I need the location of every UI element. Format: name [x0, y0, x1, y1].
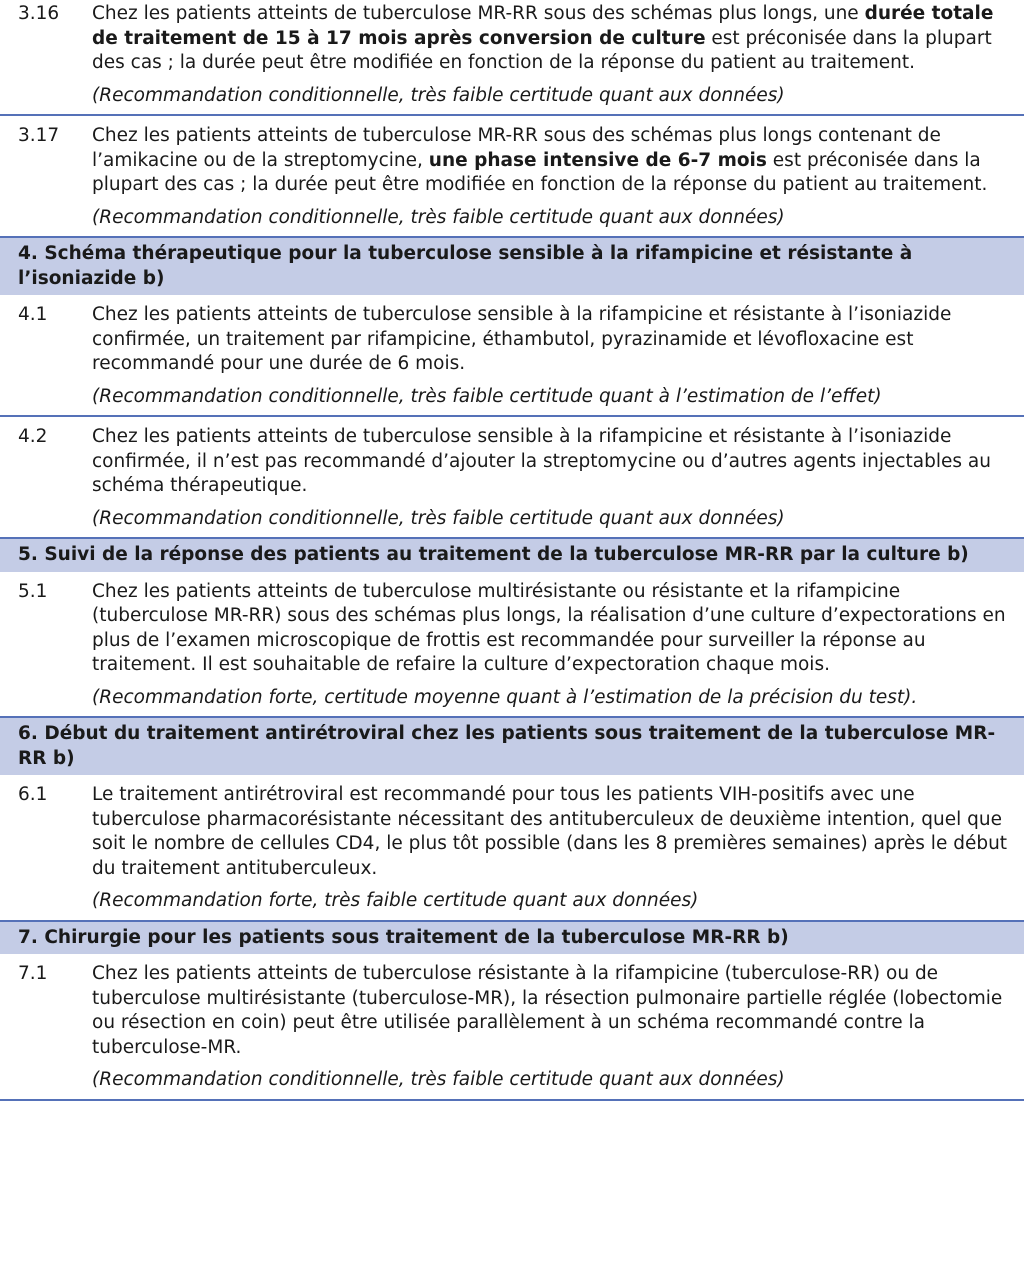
recommendation-row [0, 0, 1024, 116]
recommendation-strength: (Recommandation conditionnelle, très faible certitude quant aux données) [92, 507, 785, 529]
recommendation-number: 7.1 [18, 963, 48, 984]
recommendation-number: 3.17 [18, 125, 60, 146]
recommendation-row [0, 417, 1024, 539]
recommendation-row [0, 116, 1024, 238]
recommendation-strength: (Recommandation conditionnelle, très faible certitude quant aux données) [92, 84, 785, 106]
recommendation-text [92, 303, 1010, 377]
recommendation-number: 3.16 [18, 3, 60, 24]
recommendation-text-part: Chez les patients atteints de tuberculose sensible à la rifampicine et résistante à l’isoniazide confirmée, un traitement par rifampicine, éthambutol, pyrazinamide et lévofloxacine est recommandé pour une durée de 6 mois. [92, 304, 952, 374]
recommendation-text-part: est préconisée dans la plupart des cas ; la durée peut être modifiée en fonction de la réponse du patient au traitement. [92, 27, 992, 73]
section-heading: 6. Début du traitement antirétroviral chez les patients sous traitement de la tuberculose MR-RR b) [0, 718, 1024, 775]
recommendation-text [92, 124, 1010, 198]
recommendation-text [92, 580, 1010, 678]
recommendation-text [92, 2, 1010, 76]
recommendation-text-part: est préconisée dans la plupart des cas ; la durée peut être modifiée en fonction de la réponse du patient au traitement. [92, 149, 988, 195]
recommendation-text [92, 425, 1010, 499]
section-heading: 4. Schéma thérapeutique pour la tuberculose sensible à la rifampicine et résistante à l’isoniazide b) [0, 238, 1024, 295]
recommendation-text-part: Chez les patients atteints de tuberculose multirésistante ou résistante et la rifampicine (tuberculose MR-RR) sous des schémas plus longs, la réalisation d’une culture d’expectorations en plus de l’examen microscopique de frottis est recommandée pour surveiller la réponse au traitement. Il est souhaitable de refaire la culture d’expectoration chaque mois. [92, 580, 1006, 675]
recommendation-number: 6.1 [18, 784, 48, 805]
recommendation-text-part: Chez les patients atteints de tuberculose MR-RR sous des schémas plus longs, une [92, 3, 865, 24]
recommendation-number: 4.2 [18, 426, 48, 447]
section-heading: 5. Suivi de la réponse des patients au traitement de la tuberculose MR-RR par la culture b) [0, 539, 1024, 572]
recommendation-number: 5.1 [18, 580, 48, 602]
recommendation-row [0, 775, 1024, 922]
recommendation-text-part: Le traitement antirétroviral est recommandé pour tous les patients VIH-positifs avec une tuberculose pharmacorésistante nécessitant des antituberculeux de deuxième intention, quel que soit le nombre de cellules CD4, le plus tôt possible (dans les 8 premières semaines) après le début du traitement antituberculeux. [92, 784, 1008, 879]
recommendation-strength: (Recommandation conditionnelle, très faible certitude quant à l’estimation de l’effet) [92, 385, 882, 407]
recommendation-text [92, 962, 1010, 1060]
recommendation-strength: (Recommandation forte, très faible certitude quant aux données) [92, 890, 699, 911]
recommendation-number: 4.1 [18, 304, 48, 325]
recommendation-text-part: Chez les patients atteints de tuberculose résistante à la rifampicine (tuberculose-RR) ou de tuberculose multirésistante (tuberculose-MR), la résection pulmonaire partielle réglée (lobectomie ou résection en coin) peut être utilisée parallèlement à un schéma recommandé contre la tuberculose-MR. [92, 963, 1003, 1058]
recommendation-row [0, 295, 1024, 417]
recommendation-text-part: Chez les patients atteints de tuberculose MR-RR sous des schémas plus longs contenant de l’amikacine ou de la streptomycine, [92, 125, 941, 171]
recommendation-strength: (Recommandation conditionnelle, très faible certitude quant aux données) [92, 1069, 785, 1090]
recommendation-row [0, 954, 1024, 1101]
recommendation-emphasis: durée totale de traitement de 15 à 17 mois après conversion de culture [92, 3, 994, 49]
recommendation-strength: (Recommandation conditionnelle, très faible certitude quant aux données) [92, 206, 785, 228]
recommendation-strength: (Recommandation forte, certitude moyenne quant à l’estimation de la précision du test). [92, 686, 918, 708]
section-heading: 7. Chirurgie pour les patients sous traitement de la tuberculose MR-RR b) [0, 922, 1024, 955]
recommendation-row [0, 572, 1024, 719]
recommendation-emphasis: une phase intensive de 6-7 mois [428, 149, 767, 171]
recommendation-text-part: Chez les patients atteints de tuberculose sensible à la rifampicine et résistante à l’isoniazide confirmée, il n’est pas recommandé d’ajouter la streptomycine ou d’autres agents injectables au schéma thérapeutique. [92, 426, 991, 496]
recommendation-text [92, 783, 1010, 881]
